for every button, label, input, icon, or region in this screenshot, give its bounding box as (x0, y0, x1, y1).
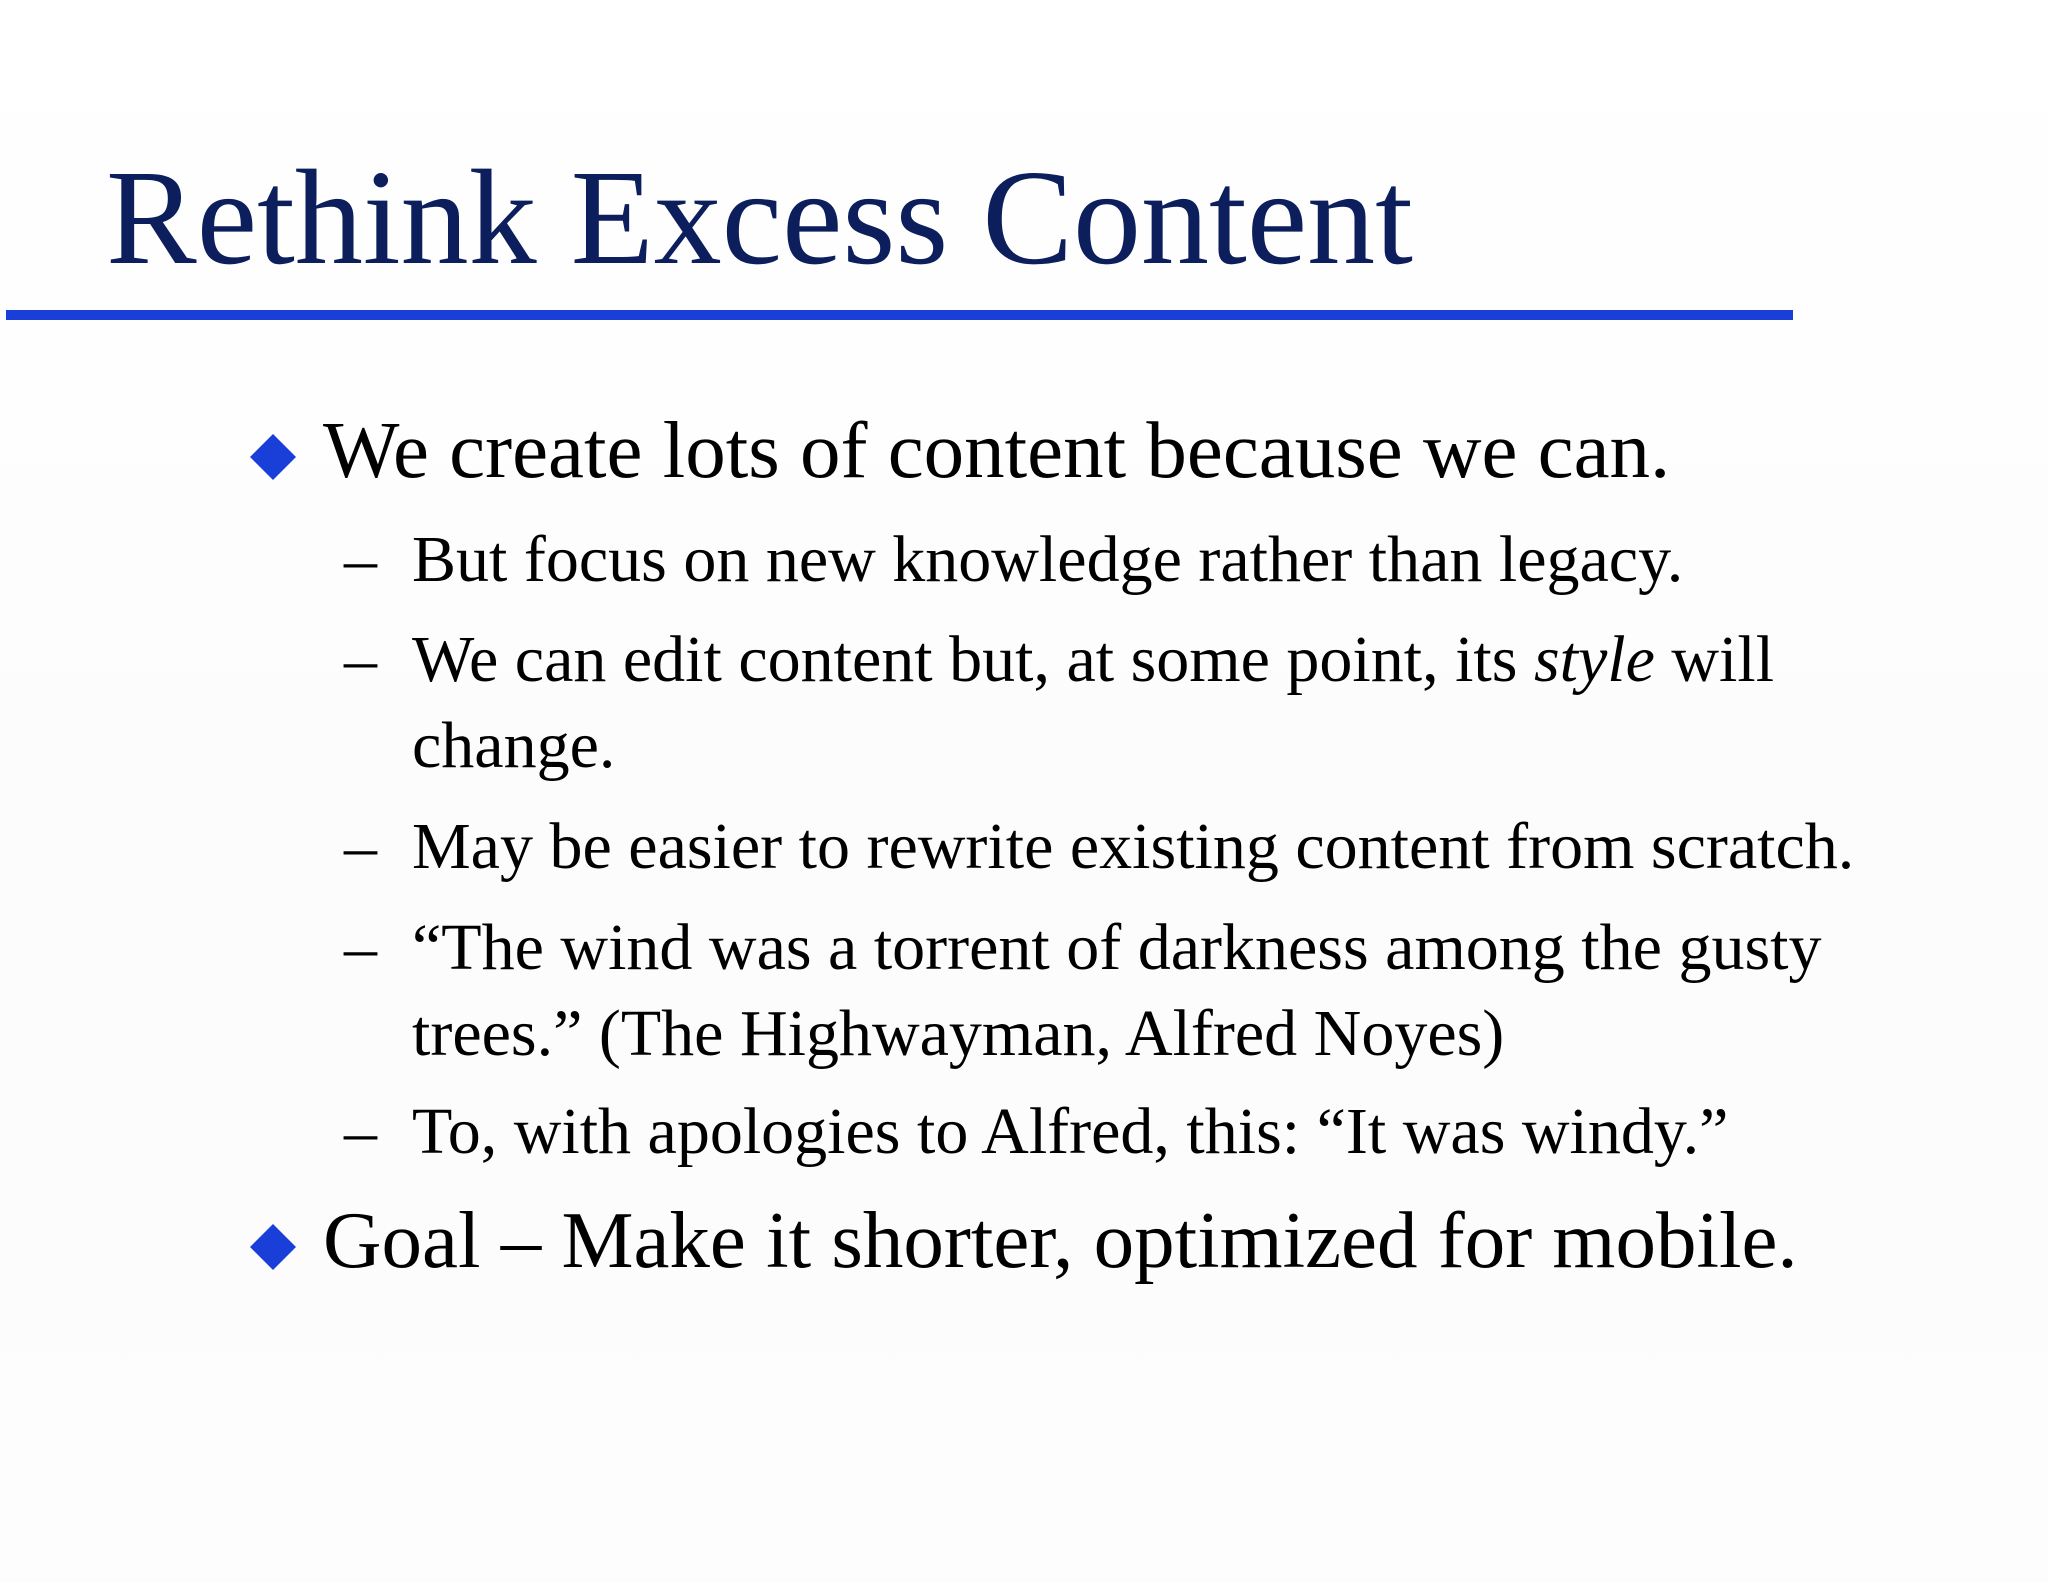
sub-item-fragment: We can edit content but, at some point, its (412, 623, 1534, 696)
bullet-text: Goal – Make it shorter, optimized for mobile. (323, 1195, 1798, 1285)
dash-marker: – (344, 523, 377, 596)
sub-item-text (412, 517, 1992, 603)
sub-item-line (412, 617, 1992, 703)
sub-item-text (412, 1089, 1992, 1175)
sub-item-text (412, 804, 1992, 890)
dash-marker: – (344, 911, 377, 984)
sub-item-fragment: will (1654, 623, 1775, 696)
sub-item-text (412, 617, 1992, 789)
sub-item-line: “The wind was a torrent of darkness among the gusty (412, 911, 1822, 984)
bullet-text: We create lots of content because we can. (323, 405, 1671, 495)
slide-title: Rethink Excess Content (106, 143, 1413, 293)
diamond-icon (250, 434, 296, 480)
sub-item-text (412, 905, 1992, 1077)
sub-item-line: May be easier to rewrite existing content from scratch. (412, 810, 1855, 883)
sub-item-line: change. (412, 709, 616, 782)
sub-item-line: trees.” (The Highwayman, Alfred Noyes) (412, 997, 1505, 1070)
emphasis-word: style (1533, 623, 1655, 696)
dash-marker: – (344, 810, 377, 883)
sub-item-line: To, with apologies to Alfred, this: “It was windy.” (412, 1095, 1729, 1168)
dash-marker: – (344, 1095, 377, 1168)
title-underline (6, 310, 1793, 320)
sub-item-line: But focus on new knowledge rather than legacy. (412, 523, 1684, 596)
diamond-icon (250, 1224, 296, 1270)
dash-marker: – (344, 623, 377, 696)
